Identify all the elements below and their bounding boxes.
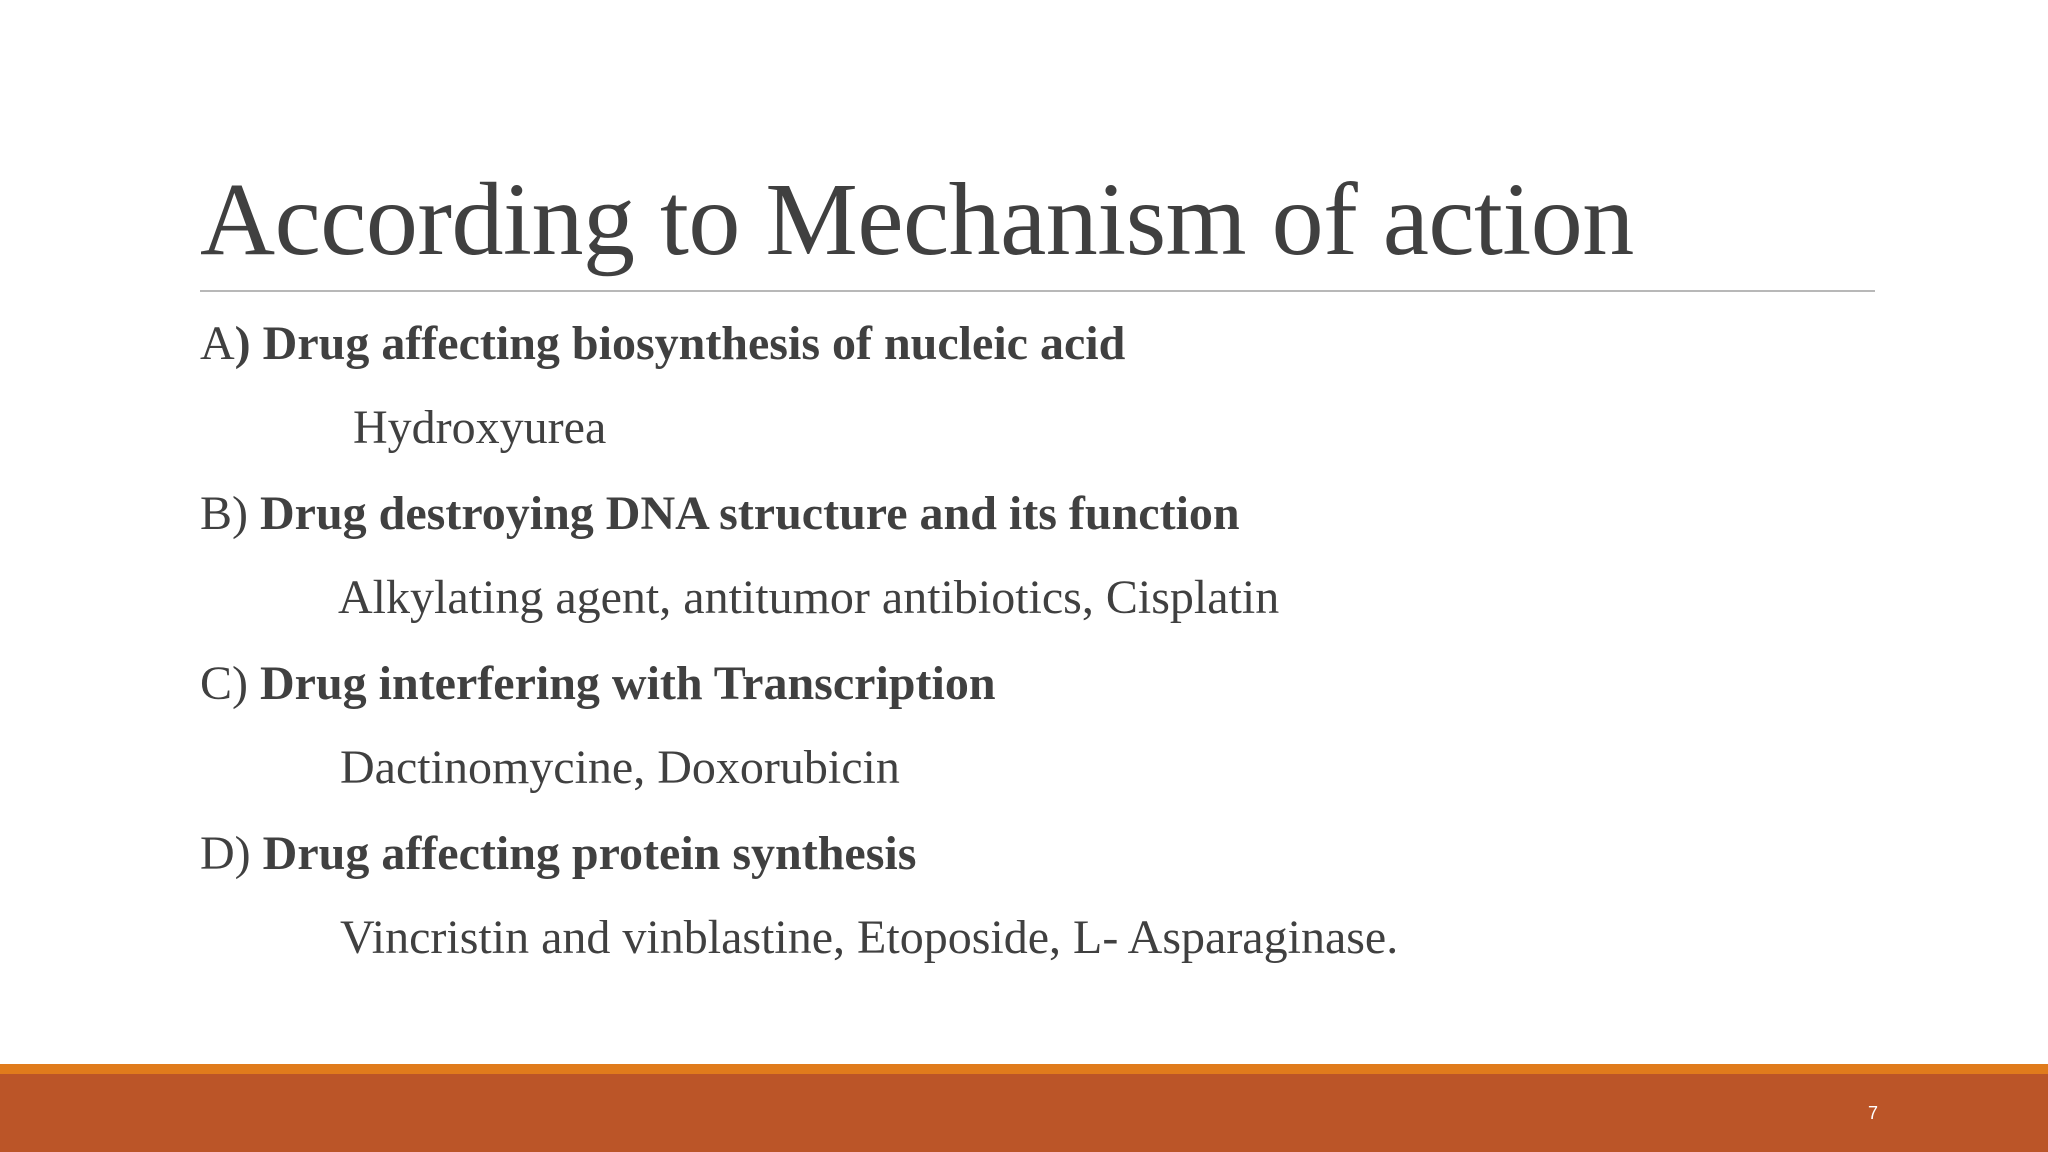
list-item xyxy=(200,640,1880,810)
item-examples: Alkylating agent, antitumor antibiotics, Cisplatin xyxy=(338,571,1280,624)
item-heading xyxy=(200,654,996,714)
slide-content xyxy=(200,300,1880,980)
item-heading xyxy=(200,484,1240,544)
item-heading-text: Drug affecting protein synthesis xyxy=(250,827,917,880)
footer-bar xyxy=(0,1074,2048,1152)
item-prefix: B) xyxy=(200,487,248,540)
item-prefix: C) xyxy=(200,657,248,710)
item-heading-text: Drug destroying DNA structure and its function xyxy=(248,487,1240,540)
item-examples: Hydroxyurea xyxy=(353,401,607,454)
title-divider xyxy=(200,290,1875,292)
item-prefix: D) xyxy=(200,827,251,880)
item-examples: Dactinomycine, Doxorubicin xyxy=(340,741,900,794)
item-heading-text: ) Drug affecting biosynthesis of nucleic acid xyxy=(234,317,1126,370)
slide-number: 7 xyxy=(1867,1103,1878,1123)
slide-title: According to Mechanism of action xyxy=(200,162,1634,277)
item-heading-text: Drug interfering with Transcription xyxy=(248,657,996,710)
item-heading xyxy=(200,314,1125,374)
footer-accent-stripe xyxy=(0,1064,2048,1074)
list-item xyxy=(200,300,1880,470)
list-item xyxy=(200,470,1880,640)
item-heading xyxy=(200,824,916,884)
list-item xyxy=(200,810,1880,980)
item-examples: Vincristin and vinblastine, Etoposide, L- Asparaginase. xyxy=(340,911,1399,964)
item-prefix: A xyxy=(200,317,235,370)
